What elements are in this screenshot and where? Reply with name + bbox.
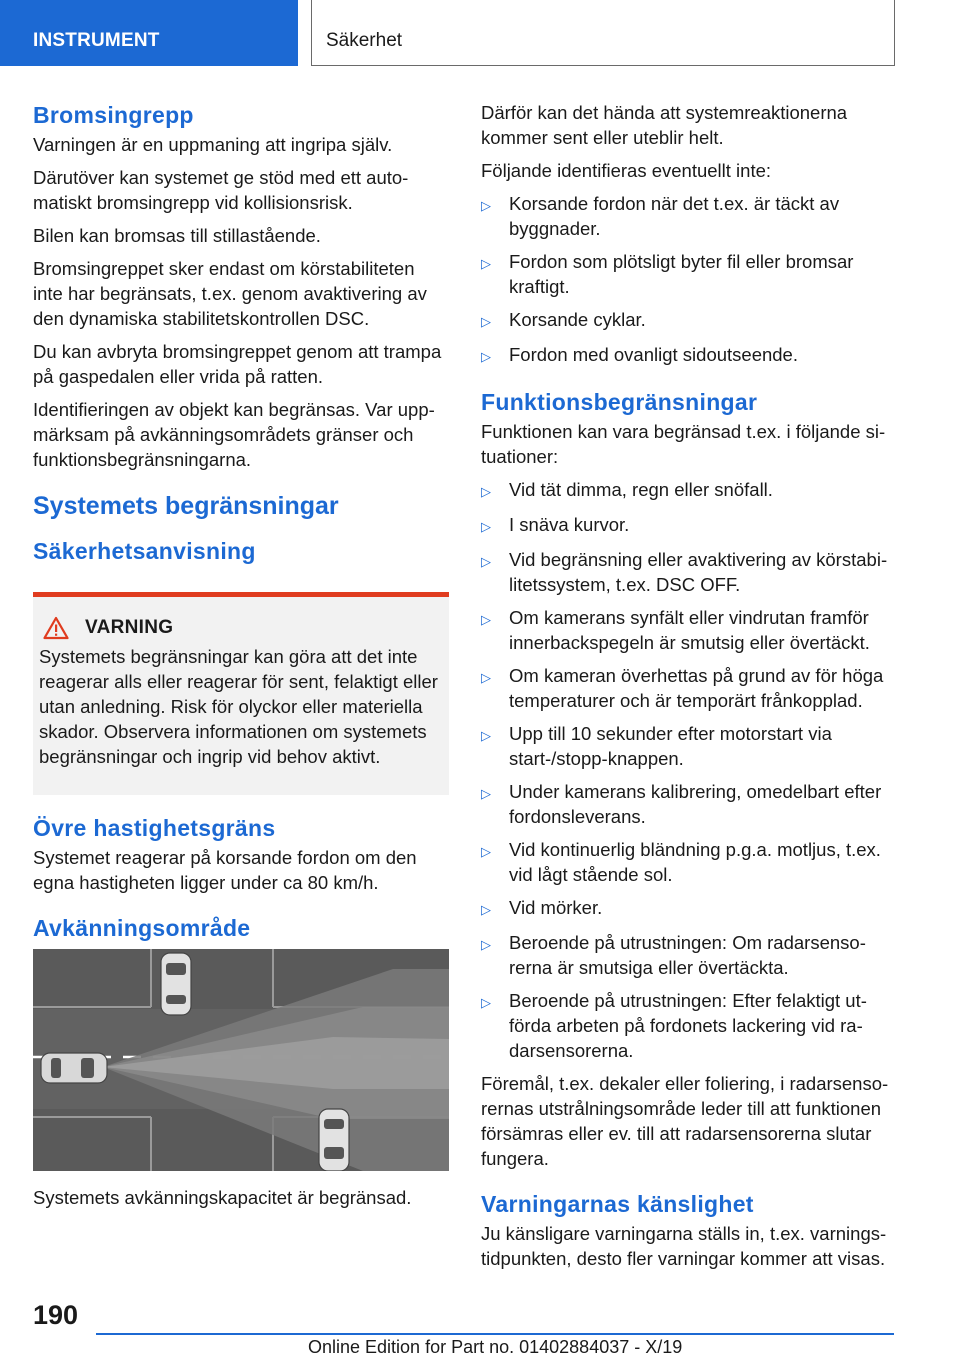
warning-triangle-icon (43, 616, 69, 640)
paragraph: Ju känsligare varningarna ställs in, t.ex. varningstidpunkten, desto fler varningar kommer att visas. (481, 1223, 887, 1269)
list-item: ▷ I snäva kurvor. (481, 512, 897, 539)
list-item: ▷ Vid tät dimma, regn eller snöfall. (481, 477, 897, 504)
bromsingrepp-heading: Bromsingrepp (33, 102, 194, 128)
list-item: ▷ Vid kontinuerlig bländning p.g.a. motljus, t.ex. vid lågt stående sol. (481, 839, 881, 885)
page-number: 190 (33, 1300, 79, 1330)
limits-heading: Systemets begränsningar (33, 492, 339, 520)
triangle-bullet-icon: ▷ (481, 256, 491, 271)
speed-heading: Övre hastighetsgräns (33, 815, 276, 841)
footer-divider (96, 1333, 894, 1335)
triangle-bullet-icon: ▷ (481, 484, 491, 499)
func-list (481, 477, 897, 1063)
not-identified-list (481, 191, 897, 369)
warning-title: VARNING (85, 617, 174, 638)
paragraph: Därutöver kan systemet ge stöd med ett automatiskt bromsingrepp vid kollisionsrisk. (33, 167, 409, 213)
list-item: ▷ Vid mörker. (481, 895, 897, 922)
triangle-bullet-icon: ▷ (481, 670, 491, 685)
safety-heading: Säkerhetsanvisning (33, 538, 256, 564)
triangle-bullet-icon: ▷ (481, 728, 491, 743)
detection-area-illustration (33, 949, 449, 1171)
paragraph: Du kan avbryta bromsingreppet genom att trampa på gaspedalen eller vrida på ratten. (33, 341, 442, 387)
triangle-bullet-icon: ▷ (481, 937, 491, 952)
list-item: ▷ Korsande fordon när det t.ex. är täckt av byggnader. (481, 193, 840, 239)
warning-text: Systemets begränsningar kan göra att det inte reagerar alls eller reagerar för sent, felaktigt eller utan anledning. Risk för olyckor eller materiella skador. Observera informationen om systemets begränsningar och ingrip vid behov aktivt. (39, 646, 438, 767)
area-heading: Avkänningsområde (33, 915, 251, 941)
right-column (481, 100, 897, 1279)
paragraph: Därför kan det hända att systemreaktionerna kommer sent eller uteblir helt. (481, 102, 848, 148)
left-column (33, 100, 449, 1210)
paragraph: Varningen är en uppmaning att ingripa själv. (33, 134, 393, 155)
triangle-bullet-icon: ▷ (481, 844, 491, 859)
warning-header (39, 615, 441, 640)
header-chapter (311, 0, 895, 66)
paragraph: Identifieringen av objekt kan begränsas. Var uppmärksam på avkänningsområdets gränser och funktionsbegränsningarna. (33, 399, 435, 470)
paragraph: Bromsingreppet sker endast om körstabiliteten inte har begränsats, t.ex. genom avaktivering av den dynamiska stabilitetskontrollen DSC. (33, 258, 427, 329)
triangle-bullet-icon: ▷ (481, 612, 491, 627)
list-item: ▷ Korsande cyklar. (481, 307, 897, 334)
paragraph: Funktionen kan vara begränsad t.ex. i följande situationer: (481, 421, 886, 467)
triangle-bullet-icon: ▷ (481, 786, 491, 801)
triangle-bullet-icon: ▷ (481, 554, 491, 569)
detection-area-diagram (33, 949, 449, 1171)
paragraph: Bilen kan bromsas till stillastående. (33, 225, 321, 246)
triangle-bullet-icon: ▷ (481, 314, 491, 329)
triangle-bullet-icon: ▷ (481, 349, 491, 364)
triangle-bullet-icon: ▷ (481, 198, 491, 213)
header-chapter-label: Säkerhet (326, 30, 403, 51)
func-heading: Funktionsbegränsningar (481, 389, 758, 415)
triangle-bullet-icon: ▷ (481, 902, 491, 917)
triangle-bullet-icon: ▷ (481, 519, 491, 534)
header-section (0, 0, 298, 66)
list-item: ▷ Under kamerans kalibrering, omedelbart efter fordonsleverans. (481, 781, 882, 827)
list-item: ▷ Vid begränsning eller avaktivering av körstabilitetssystem, t.ex. DSC OFF. (481, 549, 888, 595)
list-item: ▷ Beroende på utrustningen: Om radarsensorerna är smutsiga eller övertäckta. (481, 932, 866, 978)
triangle-bullet-icon: ▷ (481, 995, 491, 1010)
paragraph: Föremål, t.ex. dekaler eller foliering, i radarsensorernas utstrålningsområde leder till att funktionen försämras eller ev. till att radarsensorerna slutar fungera. (481, 1073, 889, 1169)
paragraph: Följande identifieras eventuellt inte: (481, 160, 772, 181)
list-item: ▷ Fordon som plötsligt byter fil eller bromsar kraftigt. (481, 251, 854, 297)
footer-edition: Online Edition for Part no. 01402884037 - X/19 (308, 1337, 683, 1357)
list-item: ▷ Om kamerans synfält eller vindrutan framför innerbackspegeln är smutsig eller övertäckt. (481, 607, 870, 653)
diagram-caption: Systemets avkänningskapacitet är begränsad. (33, 1187, 412, 1208)
list-item: ▷ Upp till 10 sekunder efter motorstart via start-/stopp-knappen. (481, 723, 832, 769)
list-item: ▷ Om kameran överhettas på grund av för höga temperaturer och är temporärt frånkopplad. (481, 665, 884, 711)
list-item: ▷ Beroende på utrustningen: Efter felaktigt utförda arbeten på fordonets lackering vid radarsensorerna. (481, 990, 867, 1061)
list-item: ▷ Fordon med ovanligt sidoutseende. (481, 342, 897, 369)
header-section-label: INSTRUMENT (33, 30, 160, 51)
warning-box (33, 592, 449, 795)
sensitivity-heading: Varningarnas känslighet (481, 1191, 754, 1217)
speed-text: Systemet reagerar på korsande fordon om den egna hastigheten ligger under ca 80 km/h. (33, 847, 417, 893)
